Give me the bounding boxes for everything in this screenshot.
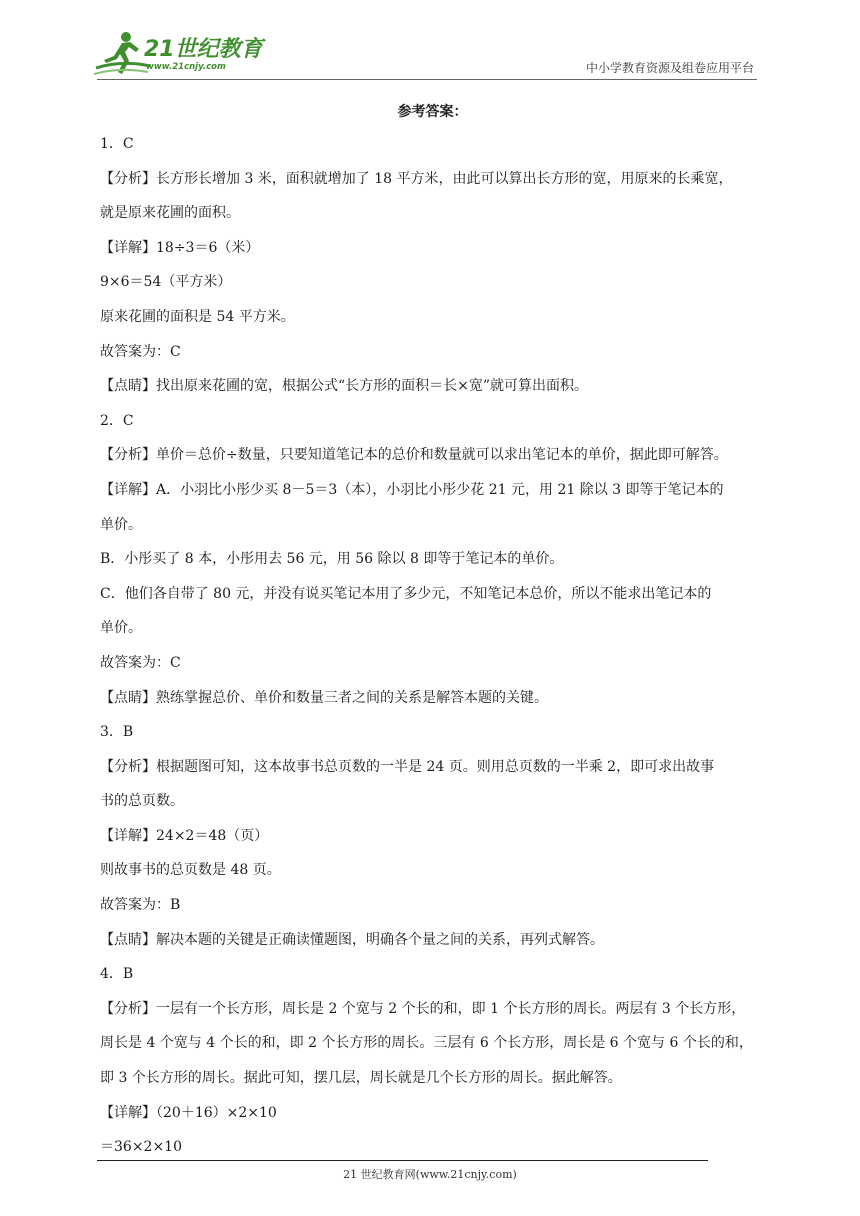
platform-label: 中小学教育资源及组卷应用平台 [585, 61, 754, 75]
text-line: 【分析】根据题图可知，这本故事书总页数的一半是 24 页。则用总页数的一半乘 2，即可求出故事 [100, 758, 715, 775]
answer-content [100, 97, 765, 1165]
text-line: 【分析】一层有一个长方形，周长是 2 个宽与 2 个长的和，即 1 个长方形的周长。两层有 3 个长方形， [100, 1000, 746, 1017]
text-line: 【分析】长方形长增加 3 米，面积就增加了 18 平方米，由此可以算出长方形的宽，用原来的长乘宽， [100, 170, 733, 187]
text-line: 书的总页数。 [100, 793, 184, 810]
text-line: 故答案为：C [100, 343, 181, 360]
site-logo[interactable] [92, 30, 262, 78]
text-line: 故答案为：C [100, 654, 181, 671]
text-line: 【详解】18÷3＝6（米） [100, 239, 260, 256]
text-line: 就是原来花圃的面积。 [100, 205, 240, 222]
logo-url: www.21cnjy.com [146, 62, 226, 72]
footer-divider [97, 1160, 708, 1161]
page-title: 参考答案： [397, 104, 468, 120]
text-line: 则故事书的总页数是 48 页。 [100, 862, 281, 879]
text-line: 【详解】A．小羽比小彤少买 8－5＝3（本），小羽比小彤少花 21 元，用 21 除以 3 即等于笔记本的 [100, 481, 724, 498]
text-line: 【点睛】解决本题的关键是正确读懂题图，明确各个量之间的关系，再列式解答。 [100, 931, 604, 948]
text-line: C．他们各自带了 80 元，并没有说买笔记本用了多少元，不知笔记本总价，所以不能求出笔记本的 [100, 585, 712, 602]
text-line: 【点睛】熟练掌握总价、单价和数量三者之间的关系是解答本题的关键。 [100, 689, 548, 706]
text-line: 【详解】24×2＝48（页） [100, 827, 269, 844]
text-line: 3．B [100, 724, 134, 741]
text-line: 【分析】单价＝总价÷数量，只要知道笔记本的总价和数量就可以求出笔记本的单价，据此即可解答。 [100, 447, 728, 464]
text-line: 故答案为：B [100, 897, 181, 914]
header-divider [97, 79, 757, 80]
text-line: 单价。 [100, 516, 142, 533]
text-line: 2．C [100, 412, 134, 429]
text-line: 【点睛】找出原来花圃的宽，根据公式“长方形的面积＝长×宽”就可算出面积。 [100, 378, 589, 395]
logo-text: 21世纪教育 [144, 37, 263, 62]
text-line: 【详解】（20＋16）×2×10 [100, 1104, 277, 1121]
text-line: B．小彤买了 8 本，小彤用去 56 元，用 56 除以 8 即等于笔记本的单价。 [100, 551, 564, 568]
text-line: 单价。 [100, 620, 142, 637]
text-line: 即 3 个长方形的周长。据此可知，摆几层，周长就是几个长方形的周长。据此解答。 [100, 1070, 622, 1087]
text-line: 9×6＝54（平方米） [100, 274, 232, 291]
text-line: 周长是 4 个宽与 4 个长的和，即 2 个长方形的周长。三层有 6 个长方形，周长是 6 个宽与 6 个长的和， [100, 1035, 753, 1052]
runner-icon [92, 30, 152, 78]
text-line: 原来花圃的面积是 54 平方米。 [100, 308, 295, 325]
text-line: 1．C [100, 136, 134, 152]
footer-text[interactable]: 21 世纪教育网(www.21cnjy.com) [343, 1168, 517, 1181]
page-header [0, 0, 860, 90]
text-line: 4．B [100, 966, 134, 983]
text-line: ＝36×2×10 [100, 1139, 182, 1156]
